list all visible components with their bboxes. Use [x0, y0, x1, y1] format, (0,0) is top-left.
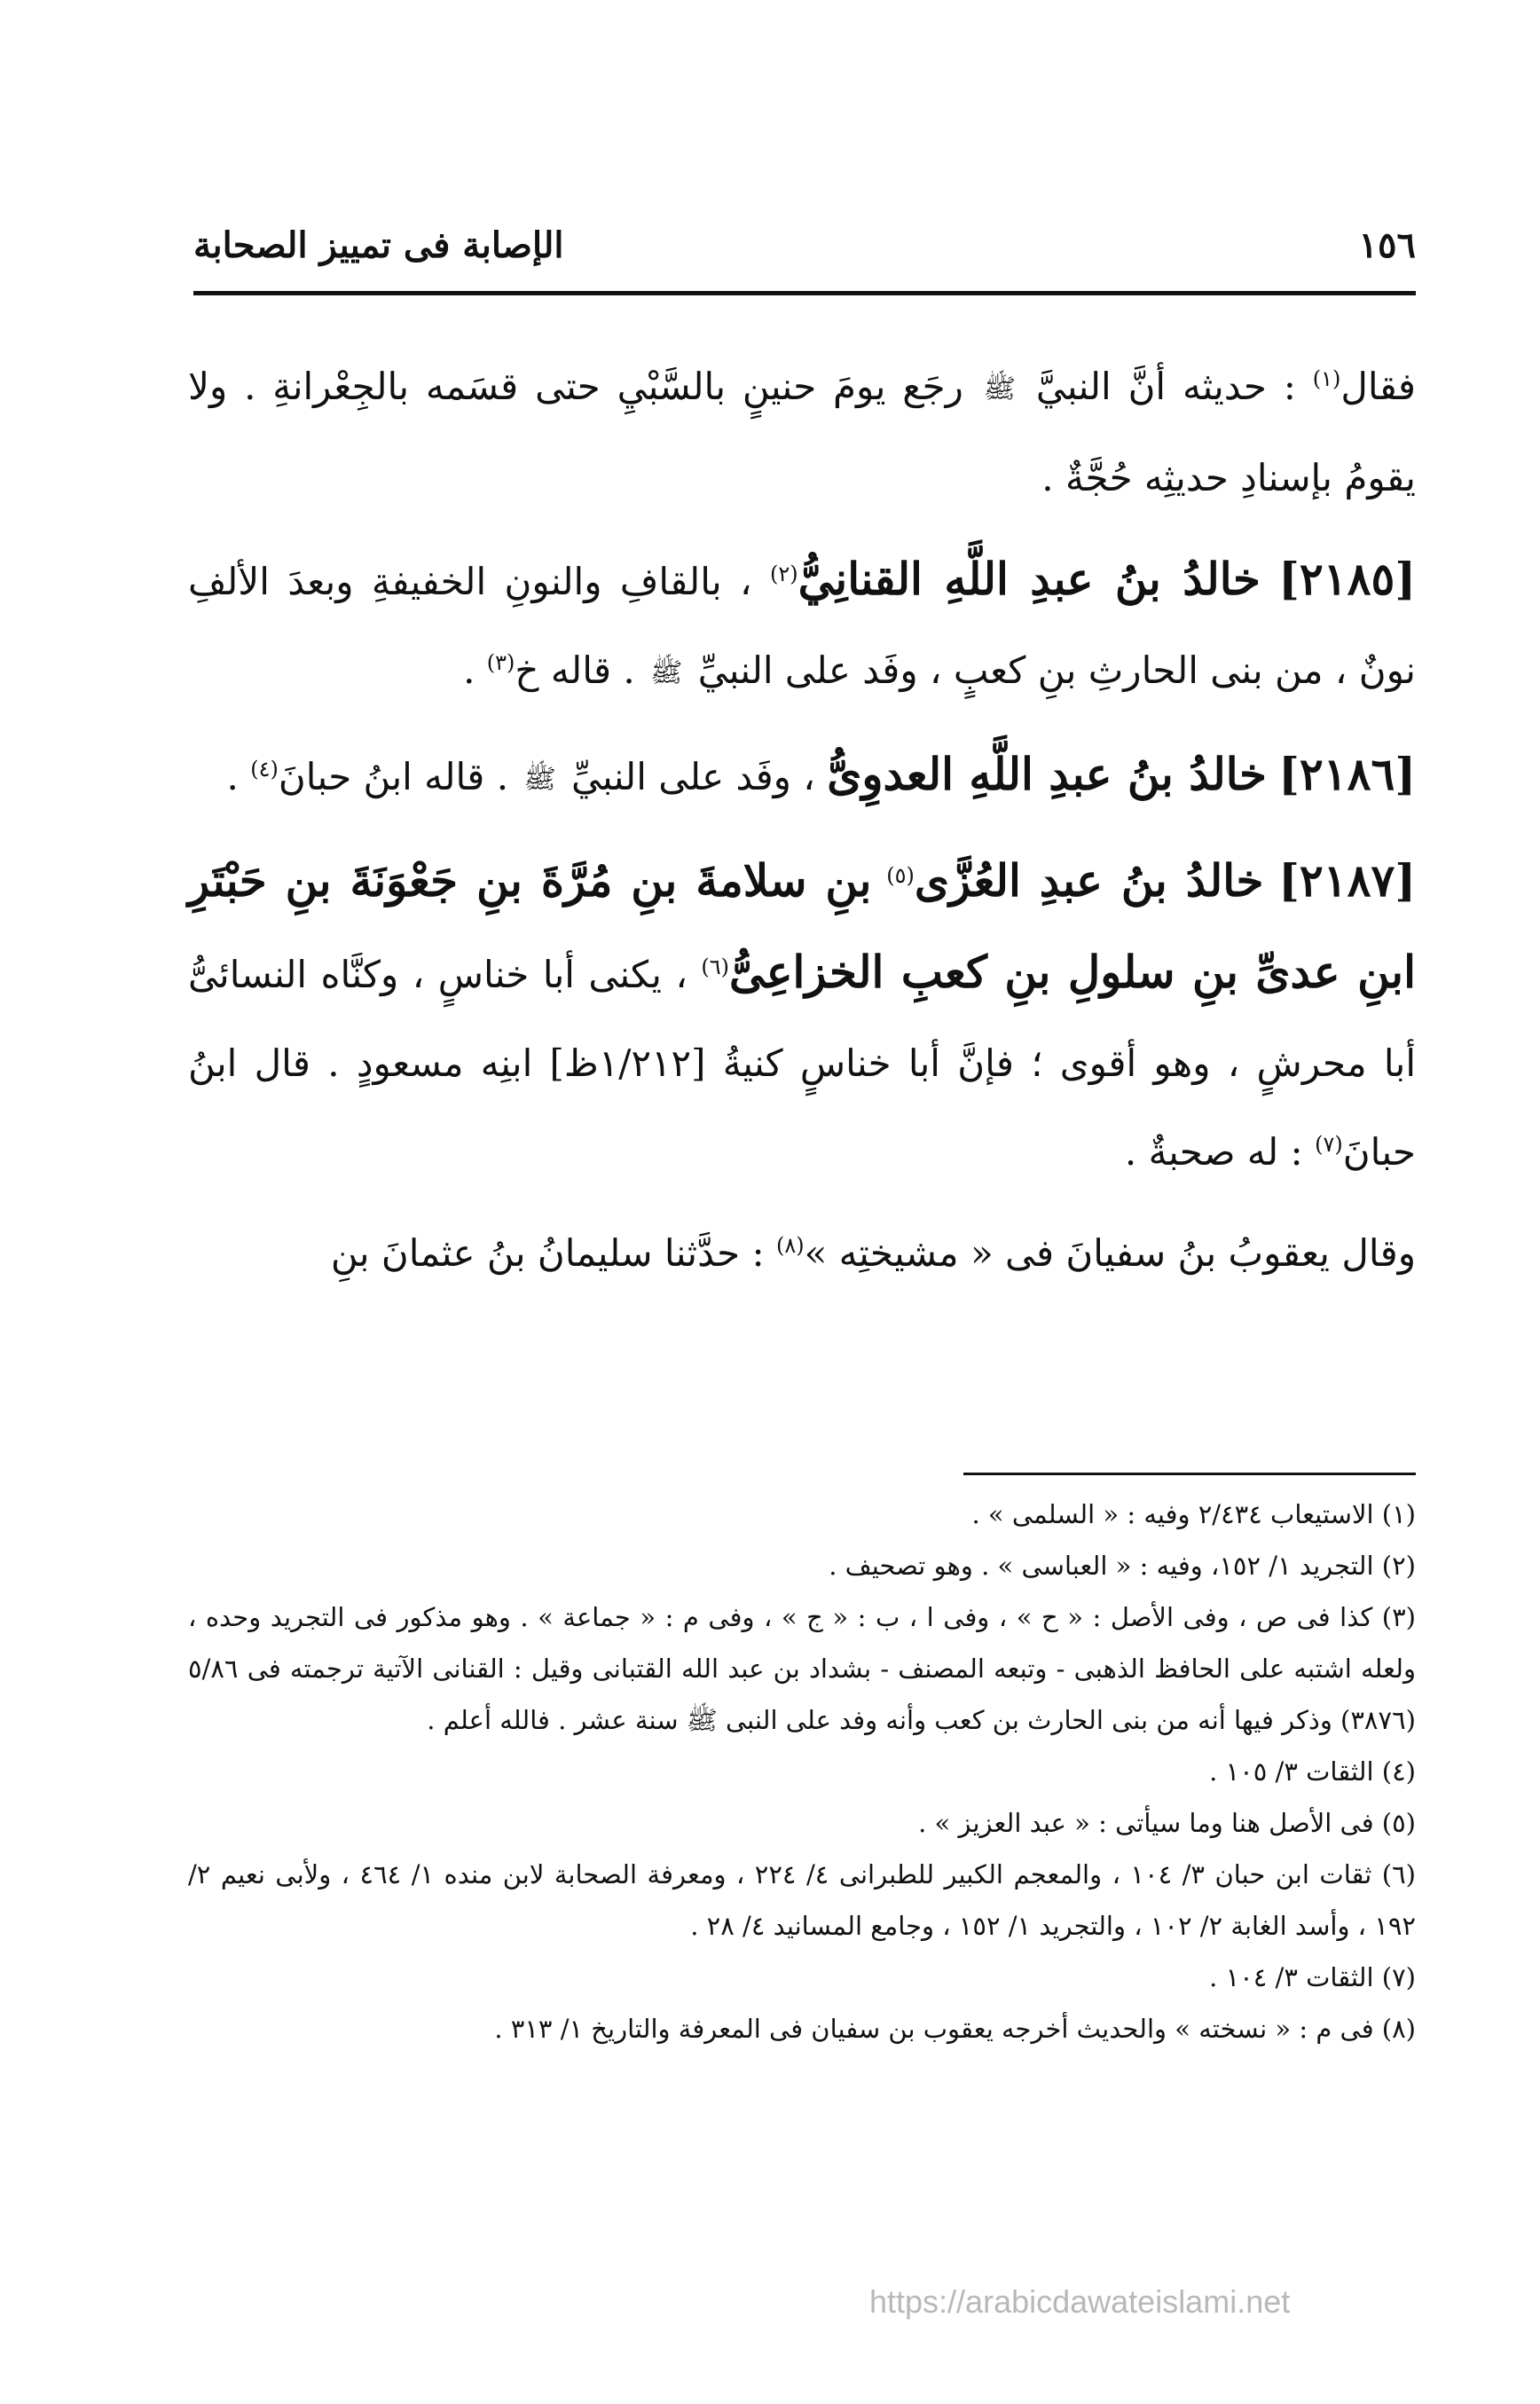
entry-name: خالدُ بنُ عبدِ العُزَّى	[914, 854, 1264, 907]
salutation-mark: ﷺ	[650, 657, 683, 688]
text-span: : حدَّثنا سليمانُ بنُ عثمانَ بنِ	[330, 1231, 765, 1275]
footnote-ref: (٥)	[886, 863, 915, 888]
footnote-2: (٢) التجريد ١/ ١٥٢، وفيه : « العباسى » . وهو تصحيف .	[829, 1551, 1416, 1581]
entry-number: [٢١٨٦]	[1278, 748, 1416, 800]
page-header	[193, 209, 1416, 280]
text-span: فقال	[1340, 365, 1417, 408]
entry-2187	[188, 837, 1416, 1197]
footnote-ref: (٢)	[769, 562, 798, 586]
text-span: رجَع يومَ حنينٍ بالسَّبْيِ حتى قسَمه بالجِعْرانةِ . ولا يقومُ بإسنادِ حديثِه حُجَّةٌ .	[188, 365, 1416, 499]
footnote-ref: (٤)	[250, 757, 279, 782]
footnote-8: (٨) فى م : « نسخته » والحديث أخرجه يعقوب بن سفيان فى المعرفة والتاريخ ١/ ٣١٣ .	[494, 2014, 1416, 2044]
text-span: ، بالقافِ والنونِ الخفيفةِ وبعدَ الألفِ نونٌ ، من بنى الحارثِ بنِ كعبٍ ، وفَد على النبيِّ	[188, 560, 1416, 692]
paragraph-yaqub	[188, 1209, 1416, 1298]
text-span: . قاله ابنُ حبانَ	[278, 755, 509, 798]
footnote-ref: (١)	[1312, 366, 1341, 391]
salutation-mark: ﷺ	[523, 764, 556, 795]
page-number: ١٥٦	[1358, 224, 1416, 266]
footnote-3: (٣) كذا فى ص ، وفى الأصل : « ح » ، وفى ا ، ب : « ج » ، وفى م : « جماعة » . وهو مذكور فى التجريد وحده ، ولعله اشتبه على الحافظ الذهبى - وتبعه المصنف - بشداد بن عبد الله القتبانى وقيل : القنانى الآتية ترجمته فى ٥/٨٦ (٣٨٧٦) وذكر فيها أنه من بنى الحارث بن كعب وأنه وفد على النبى ﷺ سنة عشر . فالله أعلم .	[188, 1602, 1416, 1735]
footnote-7: (٧) الثقات ٣/ ١٠٤ .	[1209, 1962, 1416, 1992]
entry-lineage: بنِ سلامةَ بنِ مُرَّةَ بنِ جَعْوَنَةَ بنِ حَبْتَرِ ابنِ عدىِّ بنِ سلولِ بنِ كعبِ الخزاعِىُّ	[188, 854, 1416, 998]
footnote-ref: (٨)	[775, 1233, 805, 1258]
footnote-separator	[963, 1473, 1416, 1475]
footnote-ref: (٧)	[1315, 1132, 1343, 1157]
source-watermark: https://arabicdawateislami.net	[869, 2283, 1291, 2320]
text-span: وقال يعقوبُ بنُ سفيانَ فى « مشيختِه »	[804, 1231, 1416, 1275]
text-span: ، وفَد على النبيِّ	[571, 755, 815, 798]
entry-number: [٢١٨٥]	[1278, 553, 1416, 605]
text-span: : له صحبةٌ .	[1124, 1130, 1303, 1174]
footnote-4: (٤) الثقات ٣/ ١٠٥ .	[1209, 1756, 1416, 1787]
paragraph-hadith	[188, 342, 1416, 522]
footnote-ref: (٦)	[701, 955, 730, 979]
salutation-mark: ﷺ	[983, 373, 1017, 405]
main-text	[188, 342, 1416, 1310]
text-span: ، يكنى أبا خناسٍ ، وكنَّاه النسائىُّ أبا محرشٍ ، وهو أقوى ؛ فإنَّ أبا خناسٍ كنيةُ [١/٢١٢ظ] ابنِه مسعودٍ . قال ابنُ حبانَ	[188, 953, 1417, 1174]
footnote-5: (٥) فى الأصل هنا وما سيأتى : « عبد العزيز » .	[918, 1808, 1416, 1838]
header-rule	[193, 291, 1416, 295]
text-span: : حديثه أنَّ النبيَّ	[1035, 365, 1296, 408]
entry-2185	[188, 535, 1416, 718]
entry-name: خالدُ بنُ عبدِ اللَّهِ القنانِيُّ	[798, 553, 1261, 605]
entry-2186	[188, 730, 1416, 824]
running-title: الإصابة فى تمييز الصحابة	[193, 224, 564, 266]
entry-number: [٢١٨٧]	[1278, 854, 1416, 907]
footnote-1: (١) الاستيعاب ٢/٤٣٤ وفيه : « السلمى » .	[971, 1499, 1416, 1529]
text-span: . قاله خ	[515, 648, 635, 692]
footnote-6: (٦) ثقات ابن حبان ٣/ ١٠٤ ، والمعجم الكبير للطبرانى ٤/ ٢٢٤ ، ومعرفة الصحابة لابن منده ١/ ٤٦٤ ، ولأبى نعيم ٢/ ١٩٢ ، وأسد الغابة ٢/ ١٠٢ ، والتجريد ١/ ١٥٢ ، وجامع المسانيد ٤/ ٢٨ .	[188, 1859, 1416, 1941]
footnote-ref: (٣)	[486, 650, 515, 675]
entry-name: خالدُ بنُ عبدِ اللَّهِ العدوِىُّ	[827, 748, 1267, 800]
text-span: .	[226, 755, 239, 798]
text-span: .	[463, 648, 475, 692]
footnotes	[188, 1489, 1416, 2054]
